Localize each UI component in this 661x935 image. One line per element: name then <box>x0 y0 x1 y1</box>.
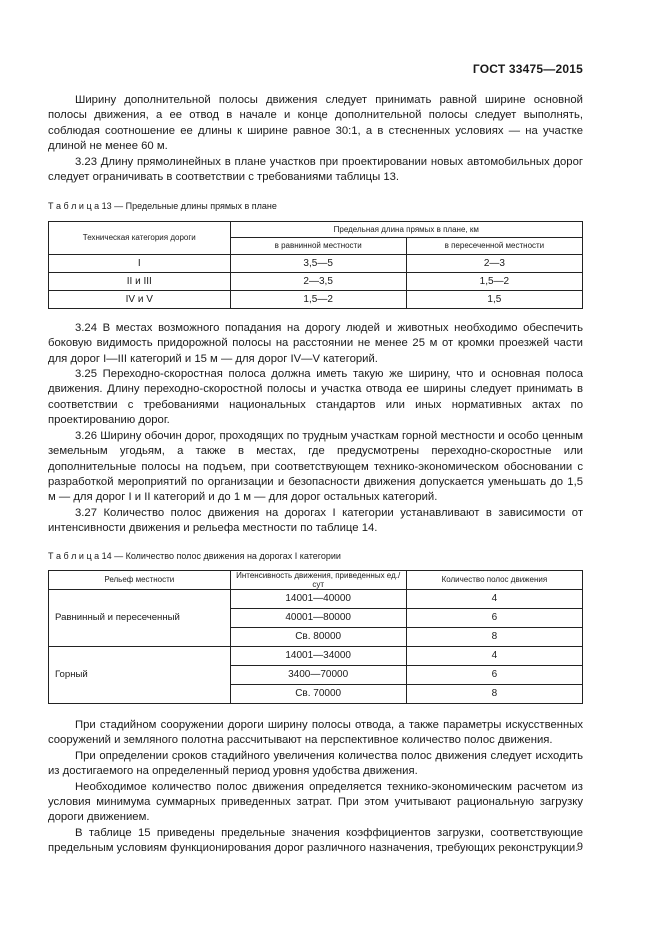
paragraph: Необходимое количество полос движения определяется технико-экономическим расчетом из условия минимума суммарных приведенных затрат. При этом учитывают рациональную загрузку дороги движением. <box>48 780 583 824</box>
table-row <box>49 646 583 665</box>
table13-group-header: Предельная длина прямых в плане, км <box>230 221 582 237</box>
paragraph-3-25: 3.25 Переходно-скоростная полоса должна иметь такую же ширину, что и основная полоса движения. Длину переходно-скоростной полосы и участка отвода ее ширины следует принимать в соответствии с требованиями национальных стандартов или иных нормативных актах по проектированию дорог. <box>48 368 583 427</box>
table14-cell: Св. 80000 <box>230 627 406 646</box>
paragraph: При определении сроков стадийного увеличения количества полос движения следует исходить из достигаемого на определенный период уровня удобства движения. <box>48 749 583 778</box>
table14-cell: 6 <box>406 608 582 627</box>
table14-cell: 40001—80000 <box>230 608 406 627</box>
paragraph: Ширину дополнительной полосы движения следует принимать равной ширине основной полосы движения, а ее отвод в начале и конце дополнительной полосы следует выполнять, соблюдая соотношение ее длины к ширине равное 30:1, а в стесненных условиях — на участке длиной не менее 60 м. <box>48 94 583 153</box>
table14-caption: Т а б л и ц а 14 — Количество полос движения на дорогах I категории <box>48 550 341 561</box>
table14-relief: Равнинный и пересеченный <box>49 589 231 646</box>
table13-caption: Т а б л и ц а 13 — Предельные длины прямых в плане <box>48 201 277 212</box>
page-content <box>48 93 583 857</box>
table-row <box>49 589 583 608</box>
table14-header: Количество полос движения <box>406 570 582 589</box>
table13-cell: 2—3,5 <box>230 272 406 290</box>
paragraph: В таблице 15 приведены предельные значения коэффициентов загрузки, соответствующие предельным условиям функционирования дорог различного назначения, требующих реконструкции. <box>48 826 583 855</box>
table-13 <box>48 221 583 309</box>
table13-col1-header: Техническая категория дороги <box>49 221 231 254</box>
table13-subheader: в пересеченной местности <box>406 237 582 254</box>
paragraph-3-23: 3.23 Длину прямолинейных в плане участков при проектировании новых автомобильных дорог следует ограничивать в соответствии с требованиями таблицы 13. <box>48 155 583 184</box>
table14-cell: 14001—34000 <box>230 646 406 665</box>
table14-cell: Св. 70000 <box>230 684 406 703</box>
paragraph-3-26: 3.26 Ширину обочин дорог, проходящих по трудным участкам горной местности и особо ценным земельным угодьям, а также в местах, где предусмотрены переходно-скоростные или дополнительные полосы на подъем, при соответствующем технико-экономическом обосновании с разработкой мероприятий по организации и безопасности движения допускается уменьшать до 1,5 м — для дорог I и II категорий и до 1 м — для дорог остальных категорий. <box>48 429 583 504</box>
table13-cell: 1,5—2 <box>406 272 582 290</box>
table13-cell: IV и V <box>49 290 231 308</box>
table14-relief: Горный <box>49 646 231 703</box>
table-row <box>49 254 583 272</box>
table13-cell: 1,5 <box>406 290 582 308</box>
paragraph-3-24: 3.24 В местах возможного попадания на дорогу людей и животных необходимо обеспечить боковую видимость придорожной полосы на расстоянии не менее 25 м от кромки проезжей части для дорог I—III категорий и 15 м — для дорог IV—V категорий. <box>48 321 583 365</box>
table13-cell: 3,5—5 <box>230 254 406 272</box>
table14-cell: 3400—70000 <box>230 665 406 684</box>
paragraph-3-27: 3.27 Количество полос движения на дорогах I категории устанавливают в зависимости от интенсивности движения и рельефа местности по таблице 14. <box>48 506 583 535</box>
table-14 <box>48 570 583 704</box>
table-row <box>49 272 583 290</box>
table13-cell: I <box>49 254 231 272</box>
table13-cell: 2—3 <box>406 254 582 272</box>
table14-cell: 8 <box>406 627 582 646</box>
table14-cell: 6 <box>406 665 582 684</box>
paragraph: При стадийном сооружении дороги ширину полосы отвода, а также параметры искусственных сооружений и земляного полотна рассчитывают на перспективное количество полос движения. <box>48 718 583 747</box>
table13-cell: 1,5—2 <box>230 290 406 308</box>
table-row <box>49 290 583 308</box>
document-code: ГОСТ 33475—2015 <box>472 62 583 76</box>
table13-cell: II и III <box>49 272 231 290</box>
table13-subheader: в равнинной местности <box>230 237 406 254</box>
table14-cell: 8 <box>406 684 582 703</box>
table14-header: Интенсивность движения, приведенных ед./сут <box>230 570 406 589</box>
table14-cell: 4 <box>406 589 582 608</box>
table14-cell: 14001—40000 <box>230 589 406 608</box>
table14-header: Рельеф местности <box>49 570 231 589</box>
page-number: 9 <box>576 841 583 853</box>
table14-cell: 4 <box>406 646 582 665</box>
